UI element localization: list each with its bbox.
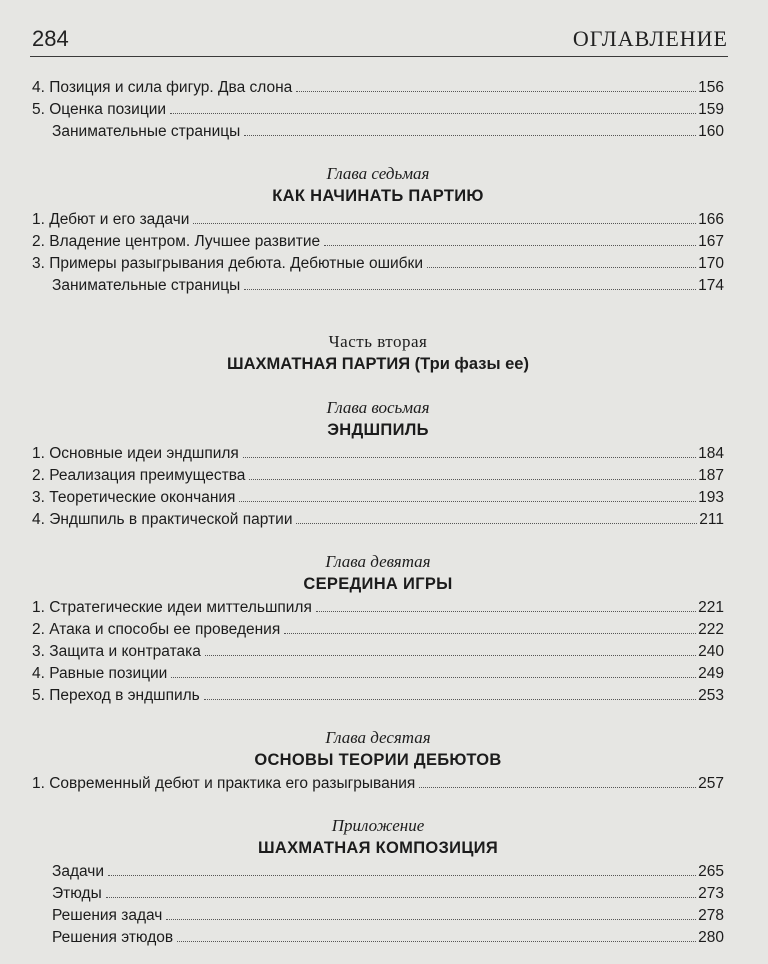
dot-leader bbox=[249, 479, 696, 480]
toc-entry-title: 1. Основные идеи эндшпиля bbox=[32, 445, 239, 462]
toc-entry-title: 1. Современный дебют и практика его разыгрывания bbox=[32, 775, 416, 792]
chapter-label: Глава десятая bbox=[325, 728, 431, 747]
toc-entry-page: 160 bbox=[698, 123, 724, 140]
toc-entry-page: 240 bbox=[698, 643, 724, 660]
dot-leader bbox=[296, 91, 696, 92]
toc-entry bbox=[32, 641, 724, 663]
toc-entry bbox=[32, 905, 724, 927]
toc-entry-page: 280 bbox=[698, 929, 724, 946]
toc-entry bbox=[32, 77, 724, 99]
toc-entry-title: 3. Защита и контратака bbox=[32, 643, 201, 660]
toc-entry-title: 3. Теоретические окончания bbox=[32, 489, 236, 506]
toc-entry-title: 5. Оценка позиции bbox=[32, 101, 167, 118]
toc-entry-title: Задачи bbox=[52, 863, 105, 880]
toc-entry bbox=[32, 253, 724, 275]
page-running-title: ОГЛАВЛЕНИЕ bbox=[572, 26, 728, 51]
table-of-contents bbox=[32, 77, 724, 949]
part-label: Часть вторая bbox=[328, 332, 428, 351]
toc-entry-title: 1. Дебют и его задачи bbox=[32, 211, 190, 228]
toc-entry-page: 156 bbox=[698, 79, 724, 96]
toc-entry bbox=[32, 275, 724, 297]
toc-entry-title: Этюды bbox=[52, 885, 102, 902]
toc-entry bbox=[32, 619, 724, 641]
page-number: 284 bbox=[32, 26, 69, 51]
toc-entry-page: 174 bbox=[698, 277, 724, 294]
part-title: ШАХМАТНАЯ ПАРТИЯ (Три фазы ее) bbox=[227, 355, 529, 373]
dot-leader bbox=[166, 919, 696, 920]
toc-entry-title: 4. Равные позиции bbox=[32, 665, 168, 682]
toc-entry-title: 3. Примеры разыгрывания дебюта. Дебютные ошибки bbox=[32, 255, 423, 272]
toc-entry-page: 265 bbox=[698, 863, 724, 880]
toc-entry-title: Занимательные страницы bbox=[52, 277, 241, 294]
toc-entry-page: 249 bbox=[698, 665, 724, 682]
dot-leader bbox=[170, 113, 696, 114]
dot-leader bbox=[204, 699, 696, 700]
dot-leader bbox=[296, 523, 697, 524]
toc-entry-title: 1. Стратегические идеи миттельшпиля bbox=[32, 599, 312, 616]
dot-leader bbox=[243, 457, 696, 458]
dot-leader bbox=[427, 267, 696, 268]
dot-leader bbox=[244, 135, 696, 136]
toc-entry bbox=[32, 927, 724, 949]
toc-entry-title: 2. Реализация преимущества bbox=[32, 467, 246, 484]
toc-entry-page: 257 bbox=[698, 775, 724, 792]
toc-entry-title: 2. Владение центром. Лучшее развитие bbox=[32, 233, 321, 250]
dot-leader bbox=[244, 289, 696, 290]
page-header bbox=[30, 22, 728, 57]
appendix-label: Приложение bbox=[331, 816, 425, 835]
toc-entry bbox=[32, 231, 724, 253]
toc-entry-page: 273 bbox=[698, 885, 724, 902]
toc-entry bbox=[32, 465, 724, 487]
toc-entry-page: 211 bbox=[699, 511, 724, 528]
toc-entry bbox=[32, 685, 724, 707]
toc-entry-title: 5. Переход в эндшпиль bbox=[32, 687, 200, 704]
chapter-title: КАК НАЧИНАТЬ ПАРТИЮ bbox=[272, 187, 484, 205]
dot-leader bbox=[316, 611, 696, 612]
chapter-label: Глава восьмая bbox=[326, 398, 430, 417]
toc-entry bbox=[32, 597, 724, 619]
toc-entry-title: 2. Атака и способы ее проведения bbox=[32, 621, 281, 638]
dot-leader bbox=[239, 501, 696, 502]
dot-leader bbox=[108, 875, 696, 876]
toc-entry bbox=[32, 663, 724, 685]
toc-entry-page: 167 bbox=[698, 233, 724, 250]
toc-entry bbox=[32, 773, 724, 795]
dot-leader bbox=[284, 633, 696, 634]
chapter-label: Глава девятая bbox=[325, 552, 431, 571]
toc-entry bbox=[32, 883, 724, 905]
toc-entry-title: Занимательные страницы bbox=[52, 123, 241, 140]
dot-leader bbox=[171, 677, 696, 678]
toc-entry-page: 193 bbox=[698, 489, 724, 506]
toc-entry-page: 187 bbox=[698, 467, 724, 484]
toc-entry-page: 253 bbox=[698, 687, 724, 704]
toc-entry bbox=[32, 209, 724, 231]
toc-entry-title: Решения этюдов bbox=[52, 929, 174, 946]
dot-leader bbox=[177, 941, 696, 942]
toc-entry-page: 278 bbox=[698, 907, 724, 924]
toc-entry bbox=[32, 509, 724, 531]
toc-entry-page: 170 bbox=[698, 255, 724, 272]
toc-entry-page: 222 bbox=[698, 621, 724, 638]
toc-entry-title: Решения задач bbox=[52, 907, 163, 924]
toc-entry bbox=[32, 861, 724, 883]
toc-entry-title: 4. Эндшпиль в практической партии bbox=[32, 511, 293, 528]
toc-entry bbox=[32, 121, 724, 143]
appendix-title: ШАХМАТНАЯ КОМПОЗИЦИЯ bbox=[257, 839, 498, 857]
toc-entry bbox=[32, 487, 724, 509]
toc-entry-page: 184 bbox=[698, 445, 724, 462]
toc-entry bbox=[32, 443, 724, 465]
dot-leader bbox=[419, 787, 696, 788]
toc-entry-page: 166 bbox=[698, 211, 724, 228]
dot-leader bbox=[193, 223, 696, 224]
toc-entry-page: 159 bbox=[698, 101, 724, 118]
chapter-title: ОСНОВЫ ТЕОРИИ ДЕБЮТОВ bbox=[254, 751, 502, 769]
dot-leader bbox=[205, 655, 696, 656]
dot-leader bbox=[106, 897, 696, 898]
toc-entry-title: 4. Позиция и сила фигур. Два слона bbox=[32, 79, 293, 96]
chapter-title: СЕРЕДИНА ИГРЫ bbox=[303, 575, 453, 593]
chapter-title: ЭНДШПИЛЬ bbox=[327, 421, 429, 439]
toc-entry-page: 221 bbox=[698, 599, 724, 616]
dot-leader bbox=[324, 245, 696, 246]
chapter-label: Глава седьмая bbox=[326, 164, 430, 183]
toc-entry bbox=[32, 99, 724, 121]
